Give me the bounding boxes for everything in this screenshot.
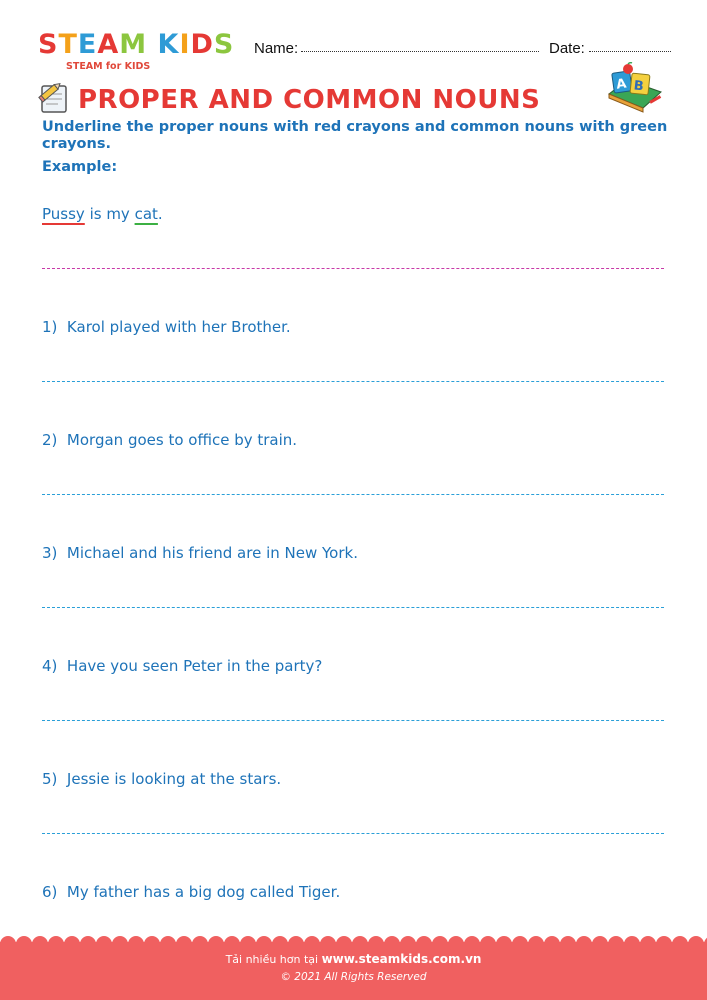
steam-kids-logo — [38, 30, 238, 76]
logo-title — [38, 30, 238, 60]
logo-letter: K — [157, 29, 180, 60]
question-1[interactable]: 1) Karol played with her Brother. — [42, 318, 291, 336]
example-proper-noun: Pussy — [42, 205, 85, 223]
logo-letter: S — [38, 29, 59, 60]
separator-5 — [42, 833, 664, 834]
footer-copyright: © 2021 All Rights Reserved — [280, 971, 427, 983]
logo-tagline: STEAM for KIDS — [66, 61, 151, 72]
footer-download-text — [0, 952, 707, 966]
logo-letter: I — [179, 29, 191, 60]
abc-book-icon — [603, 62, 665, 116]
question-6[interactable]: 6) My father has a big dog called Tiger. — [42, 883, 341, 901]
logo-letter: D — [190, 29, 214, 60]
footer-site-link[interactable]: www.steamkids.com.vn — [321, 952, 482, 966]
pencil-note-icon — [36, 80, 72, 116]
logo-letter: A — [97, 29, 120, 60]
separator-4 — [42, 720, 664, 721]
example-common-noun: cat — [134, 205, 158, 223]
example-separator — [42, 268, 664, 269]
name-label: Name: — [254, 40, 299, 57]
example-label: Example: — [42, 159, 118, 175]
question-2[interactable]: 2) Morgan goes to office by train. — [42, 431, 298, 449]
svg-text:B: B — [632, 78, 645, 95]
separator-2 — [42, 494, 664, 495]
footer-prefix: Tải nhiều hơn tại — [225, 953, 322, 966]
footer-scallop — [0, 934, 707, 950]
logo-letter: E — [77, 29, 98, 60]
name-field-line[interactable] — [301, 51, 539, 52]
logo-letter: T — [58, 29, 78, 60]
question-3[interactable]: 3) Michael and his friend are in New York. — [42, 544, 358, 562]
date-field-line[interactable] — [589, 51, 671, 52]
worksheet-title: PROPER AND COMMON NOUNS — [78, 85, 541, 115]
logo-letter: M — [119, 29, 148, 60]
question-5[interactable]: 5) Jessie is looking at the stars. — [42, 770, 282, 788]
logo-letter — [147, 30, 157, 60]
separator-1 — [42, 381, 664, 382]
instructions-text: Underline the proper nouns with red crayons and common nouns with green crayons. — [42, 119, 668, 152]
example-middle-text: is my — [84, 205, 135, 223]
date-label: Date: — [549, 40, 585, 57]
logo-letter: S — [213, 29, 235, 60]
separator-3 — [42, 607, 664, 608]
question-4[interactable]: 4) Have you seen Peter in the party? — [42, 657, 323, 675]
svg-text:A: A — [615, 76, 628, 93]
example-sentence — [42, 205, 163, 223]
example-end-text: . — [157, 205, 163, 223]
